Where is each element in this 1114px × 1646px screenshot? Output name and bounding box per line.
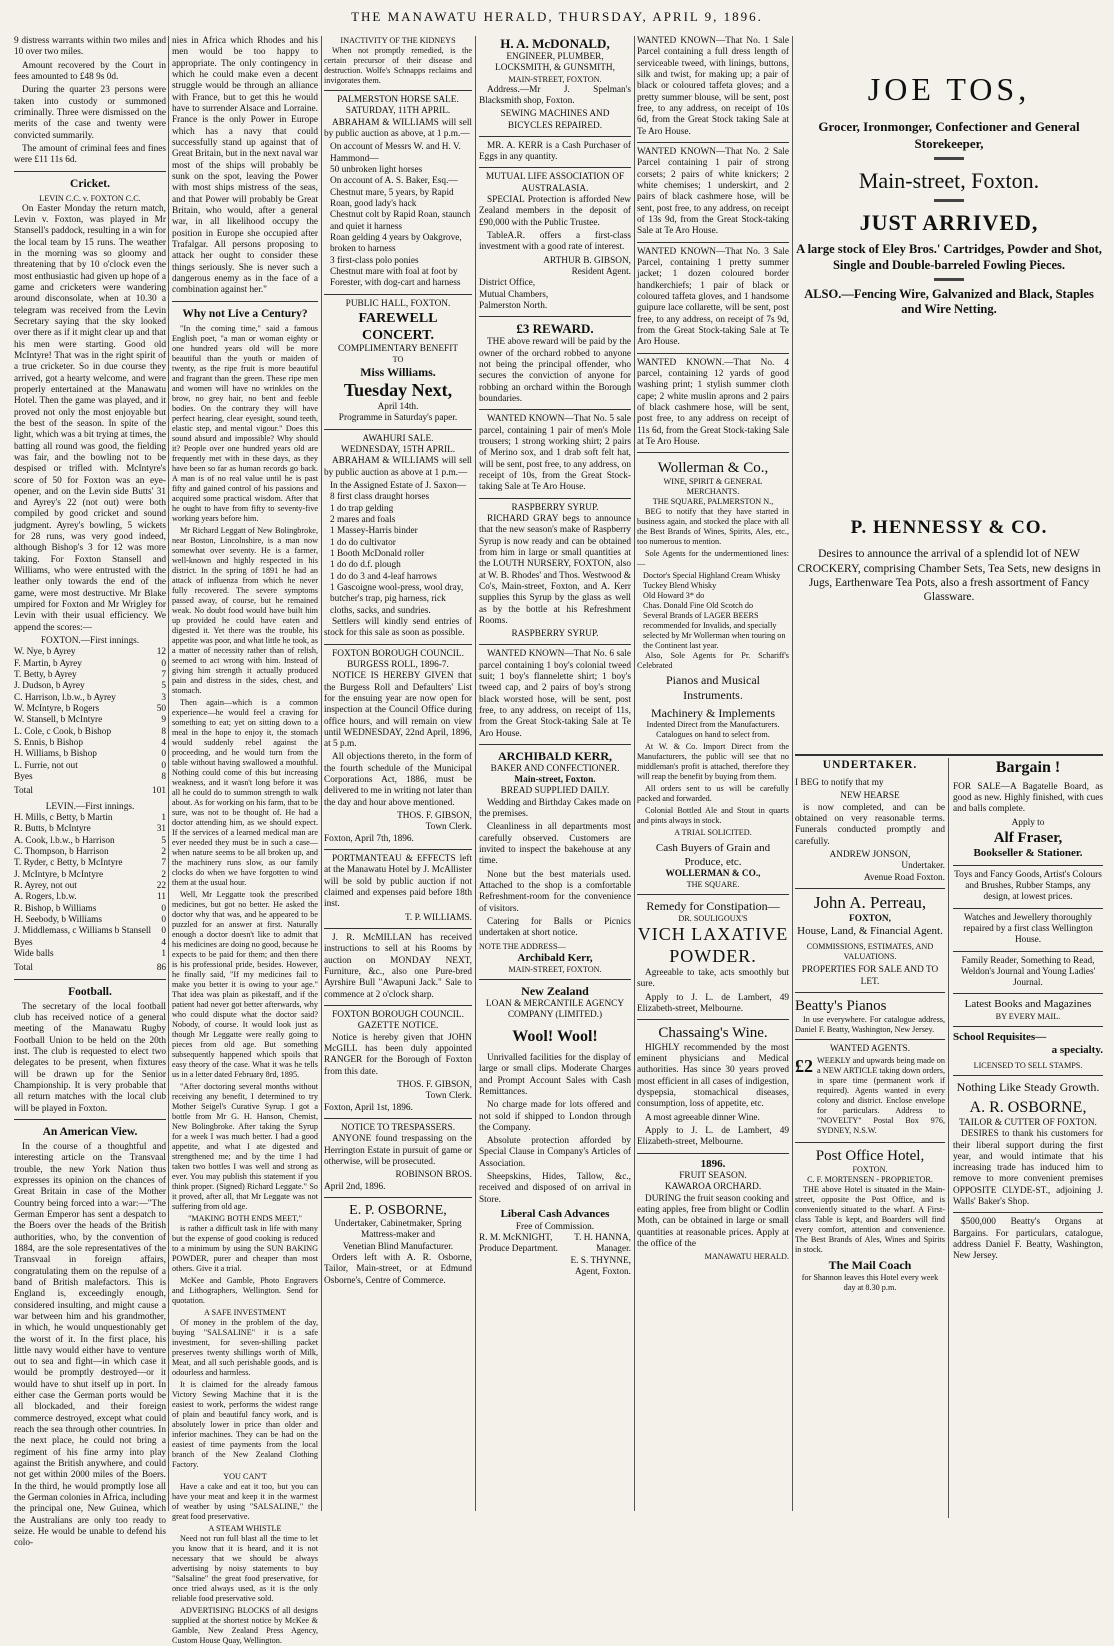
ad-heading: Machinery & Implements bbox=[651, 705, 775, 720]
ad-text: A TRIAL SOLICITED. bbox=[674, 828, 752, 838]
ad-date: Foxton, April 1st, 1896. bbox=[324, 1102, 413, 1113]
ad-headline: VICH LAXATIVE bbox=[637, 924, 789, 945]
ad-text: Sole Agents for the undermentioned lines:— bbox=[637, 549, 789, 569]
ad-text: WANTED KNOWN—That No. 1 Sale Parcel containing a full dress length of serviceable tweed, with linings, buttons, silk and twist, for making up; a pair of black or coloured taffeta gloves; and a pretty summer blouse, will be sent, post free, to any address, on receipt of 10s 6d, from the Great Stock taking Sale at Te Aro House. bbox=[637, 36, 789, 137]
score-row: F. Martin, b Ayrey 0 bbox=[14, 658, 166, 669]
ad-heading: Remedy for Constipation— bbox=[646, 899, 780, 914]
ad-name: E. P. OSBORNE, bbox=[349, 1202, 447, 1218]
ad-text: Notice is hereby given that JOHN McGILL has been duly appointed RANGER for the Borough of Foxton from this date. bbox=[324, 1032, 472, 1077]
ad-text: ANYONE found trespassing on the Herrington Estate in pursuit of game or otherwise, will be prosecuted. bbox=[324, 1134, 472, 1167]
ad-text: No charge made for lots offered and not sold if shipped to London through the Company. bbox=[479, 1100, 631, 1133]
signature: MANAWATU HERALD. bbox=[704, 1252, 789, 1262]
section-heading: Why not Live a Century? bbox=[182, 307, 308, 320]
section-heading: An American View. bbox=[42, 1125, 138, 1138]
signature: T. P. WILLIAMS. bbox=[404, 912, 472, 923]
ad-date-big: Tuesday Next, bbox=[343, 380, 453, 401]
article-text: 9 distress warrants within two miles and 10 over two miles. bbox=[14, 36, 166, 58]
ad-text: is rather a difficult task in life with many but the expense of good cooking is reduced to a minimum by using the SUN BAKING POWDER, purer and cheaper than most others. Give it a trial. bbox=[172, 1223, 318, 1273]
ad-headline: JUST ARRIVED, bbox=[859, 209, 1039, 235]
ad-heading: WANTED AGENTS. bbox=[829, 1044, 911, 1055]
column-rule bbox=[792, 36, 793, 1511]
ad-text: Settlers will kindly send entries of stock for this sale as soon as possible. bbox=[324, 616, 472, 639]
signature-title: Town Clerk. bbox=[425, 1091, 472, 1102]
ad-text: FOXTON. bbox=[852, 1165, 888, 1175]
ad-text: TableA.R. offers a first-class investment with a good rate of interest. bbox=[479, 231, 631, 253]
ad-name: John A. Perreau, bbox=[813, 892, 927, 912]
hennessy-ad bbox=[795, 516, 1103, 666]
ad-text: Toys and Fancy Goods, Artist's Colours and Brushes, Rubber Stamps, any design, at lowest prices. bbox=[954, 869, 1102, 903]
list-item: Doctor's Special Highland Cream Whisky bbox=[643, 571, 781, 581]
section-heading: Football. bbox=[68, 985, 112, 998]
signature: THOS. F. GIBSON, bbox=[397, 811, 472, 822]
score-row: T. Betty, b Ayrey 7 bbox=[14, 670, 166, 681]
ad-heading: INACTIVITY OF THE KIDNEYS bbox=[340, 36, 456, 45]
ad-text: Programme in Saturday's paper. bbox=[338, 413, 458, 424]
ad-headline: Bargain ! bbox=[995, 759, 1061, 776]
ad-heading: SEWING MACHINES AND BICYCLES REPAIRED. bbox=[500, 109, 610, 131]
article-text: The secretary of the local football club has received notice of a general meeting of the Manawatu Rugby Football Union to be held on the 20th inst. The club is requested to elect two delegates to be present, when fixtures will be drawn up for the Senior Championship. It is very probable that all return matches with the local club will be played in Foxton. bbox=[14, 1001, 166, 1114]
list-item: 8 first class draught horses bbox=[330, 492, 430, 503]
ad-heading: a specialty. bbox=[1051, 1044, 1103, 1057]
ad-text: MR. A. KERR is a Cash Purchaser of Eggs in any quantity. bbox=[479, 140, 631, 163]
ad-text: ENGINEER, PLUMBER, LOCKSMITH, & GUNSMITH, bbox=[495, 51, 615, 74]
ad-text: WEEKLY and upwards being made on a NEW ARTICLE taking down orders, in spare time (permanent work if required). Agents wanted in every colony and district. Enclose envelope for particulars. Address to "NOVELTY" Postal Box 976, SYDNEY, N.S.W. bbox=[817, 1055, 945, 1135]
ad-text: All orders sent to us will be carefully packed and forwarded. bbox=[637, 784, 789, 804]
article-text: nies in Africa which Rhodes and his men would be too happy to appropriate. The only contingency in which he could make even a decent struggle would be through an alliance with France, but to get this he would have to surrender Alsace and Lorraine. France is the only Power in Europe which has a navy that could successfully stand up against that of Great Britain, but in the next naval war most of the ships will probably be sunk on the spot, leaving the Power with most ships mistress of the seas, and that Power will probably be Great Britain, who would, after a general war, in all likelihood occupy the position in Europe she occupied after Trafalgar. All persons proposing to attack her ought to consider these things seriously. She is never such a dangerous enemy as in the face of a combination against her." bbox=[172, 36, 318, 296]
column-rule bbox=[475, 36, 476, 1511]
score-row: Byes 4 bbox=[14, 937, 166, 948]
ad-heading: NOTICE TO TRESPASSERS. bbox=[340, 1123, 456, 1133]
ad-text: COMPLIMENTARY BENEFIT bbox=[337, 344, 459, 355]
column-5 bbox=[637, 36, 789, 1511]
ad-text: SPECIAL Protection is afforded New Zealand members in the deposit of £90,000 with the Public Trustee. bbox=[479, 195, 631, 228]
ad-text: DR. SOULIGOUX'S bbox=[678, 914, 748, 924]
ad-text: Address.—Mr J. Spelman's Blacksmith shop, Foxton. bbox=[479, 84, 631, 106]
ad-heading: A SAFE INVESTMENT bbox=[204, 1307, 286, 1317]
ad-text: ABRAHAM & WILLIAMS will sell by public auction as above, at 1 p.m.— bbox=[324, 117, 472, 139]
column-rule bbox=[168, 36, 169, 1511]
ad-subheading: GAZETTE NOTICE. bbox=[357, 1021, 439, 1032]
column-3 bbox=[324, 36, 472, 1511]
score-row: R. Bishop, b Williams 0 bbox=[14, 903, 166, 914]
sale-list bbox=[324, 142, 472, 289]
ad-heading: "MAKING BOTH ENDS MEET," bbox=[188, 1213, 302, 1223]
ad-text: BY EVERY MAIL. bbox=[995, 1011, 1061, 1021]
score-row: R. Ayrey, not out 22 bbox=[14, 880, 166, 891]
signature-title: Town Clerk. bbox=[425, 822, 472, 833]
score-row: A. Rogers, l.b.w. 11 bbox=[14, 892, 166, 903]
ad-heading: UNDERTAKER. bbox=[822, 759, 918, 771]
list-item: 1 do do 3 and 4-leaf harrows bbox=[330, 571, 437, 582]
list-item: 1 do do cultivator bbox=[330, 537, 396, 548]
signature: ROBINSON BROS. bbox=[395, 1170, 472, 1181]
ad-name: Miss Williams. bbox=[360, 365, 436, 380]
list-item: 2 mares and foals bbox=[330, 514, 396, 525]
ad-text: At W. & Co. Import Direct from the Manufacturers, the public will see that no middleman's profit is attached, therefore they will reap the benefit by buying from them. bbox=[637, 742, 789, 782]
ad-text: TAILOR & CUTTER OF FOXTON. bbox=[959, 1117, 1097, 1128]
ad-text: Family Reader, Something to Read, Weldon's Journal and Young Ladies' Journal. bbox=[960, 955, 1096, 989]
ad-text: ALSO.—Fencing Wire, Galvanized and Black, Staples and Wire Netting. bbox=[804, 286, 1094, 317]
list-item: 1 Booth McDonald roller bbox=[330, 548, 425, 559]
list-item: Chestnut mare with foal at foot by Forester, with dog-cart and harness bbox=[330, 266, 461, 289]
score-total: Total 101 bbox=[14, 786, 166, 797]
score-row: H. Mills, c Betty, b Martin 1 bbox=[14, 813, 166, 824]
ad-name: H. A. McDONALD, bbox=[500, 36, 610, 51]
list-item: On account of A. S. Baker, Esq.— bbox=[330, 176, 458, 187]
list-item: 3 first-class polo ponies bbox=[330, 255, 419, 266]
ad-heading: Nothing Like Steady Growth. bbox=[956, 1079, 1100, 1094]
ad-text: THE above reward will be paid by the owner of the orchard robbed to anyone not being the principal offender, who secures the conviction of anyone for robbing an orchard within the Borough boundaries. bbox=[479, 337, 631, 404]
article-text: Amount recovered by the Court in fees amounted to £48 9s 0d. bbox=[14, 60, 166, 82]
ad-date: Foxton, April 7th, 1896. bbox=[324, 833, 414, 844]
ad-name: WOLLERMAN & CO., bbox=[665, 869, 761, 880]
joe-tos-ad bbox=[795, 36, 1103, 376]
signature: ANDREW JONSON, bbox=[829, 849, 911, 860]
ad-heading: AWAHURI SALE. bbox=[362, 433, 434, 444]
ad-text: THE SQUARE, PALMERSTON N., bbox=[652, 497, 774, 507]
score-row: J. McIntyre, b McIntyre 2 bbox=[14, 869, 166, 880]
ad-text: McKee and Gamble, Photo Engravers and Lithographers, Wellington. Send for quotation. bbox=[172, 1275, 318, 1305]
ad-text: Watches and Jewellery thoroughly repaired by a first class Wellington House. bbox=[963, 912, 1093, 946]
ad-heading: MUTUAL LIFE ASSOCIATION OF AUSTRALASIA. bbox=[485, 172, 625, 194]
ad-text: In the Assigned Estate of J. Saxon— bbox=[329, 480, 467, 491]
signature-title: Resident Agent. bbox=[571, 267, 631, 278]
list-item: Several Brands of LAGER BEERS recommended for Invalids, and specially selected by Mr Wollerman when touring on the Continent last year. bbox=[643, 611, 786, 651]
ad-heading: YOU CAN'T bbox=[223, 1471, 267, 1481]
list-item: Chestnut colt by Rapid Roan, staunch and quiet it harness bbox=[330, 210, 471, 232]
sale-list bbox=[324, 492, 472, 617]
ad-text: Apply to bbox=[1011, 817, 1045, 828]
column-rule bbox=[321, 36, 322, 1511]
ad-text: Orders left with A. R. Osborne, Tailor, Main-street, or at Edmund Osborne's, Centre of Commerce. bbox=[324, 1253, 472, 1286]
article-text: During the quarter 23 persons were taken into custody or summoned criminally. Three were dismissed on the merits of the case and twenty were convicted summarily. bbox=[14, 85, 166, 141]
ad-text: Free of Commission. bbox=[515, 1221, 595, 1232]
score-row: H. Seebody, b Williams 0 bbox=[14, 914, 166, 925]
list-item: 50 unbroken light horses bbox=[330, 164, 423, 175]
ad-name: Beatty's Pianos bbox=[795, 998, 887, 1015]
ad-text: Have a cake and eat it too, but you can have your meat and keep it in the warmest of weather by using "SALSALINE," the great food preservative. bbox=[172, 1481, 318, 1521]
ad-text: DURING the fruit season cooking and eating apples, free from blight or Codlin Moth, can be obtained in large or small quantities at reasonable prices. Apply at the office of the bbox=[637, 1193, 789, 1249]
ad-heading: PUBLIC HALL, FOXTON. bbox=[345, 298, 451, 309]
ad-text: BAKER AND CONFECTIONER. bbox=[490, 763, 620, 774]
ad-text: FOR SALE—A Bagatelle Board, as good as new. Highly finished, with cues and balls complete. bbox=[953, 781, 1103, 815]
list-item: 1 Gascoigne wool-press, wool dray, butcher's trap, pig harness, rick cloths, sacks, and sundries. bbox=[330, 582, 464, 616]
column-1 bbox=[14, 36, 166, 1549]
masthead: THE MANAWATU HERALD, THURSDAY, APRIL 9, 1896. bbox=[351, 9, 763, 24]
ad-text: is now completed, and can be obtained on very reasonable terms. Funerals conducted promptly and carefully. bbox=[795, 802, 945, 847]
list-item: 1 do do d.f. plough bbox=[330, 560, 401, 571]
column-2 bbox=[172, 36, 318, 1645]
ad-text: Indented Direct from the Manufacturers. Catalogues on hand to select from. bbox=[646, 720, 780, 740]
ad-heading: FOXTON BOROUGH COUNCIL. bbox=[332, 648, 464, 659]
ad-text: Venetian Blind Manufacturer. bbox=[342, 1241, 454, 1252]
signature: THOS. F. GIBSON, bbox=[397, 1080, 472, 1091]
ad-name: ARCHIBALD KERR, bbox=[497, 749, 612, 764]
list-item: 1 do trap gelding bbox=[330, 503, 394, 514]
ad-text: RICHARD GRAY begs to announce that the new season's make of Raspberry Syrup is now ready and can be obtained from him in large or small quantities at the LOUTH NURSERY, FOXTON, also at W. B. Rhodes' and Thos. Westwood & Co's, Main-street, Foxton, and A. Kerr supplies this Syrup by the glass as well as by the bottle at his Refreshment Rooms. bbox=[479, 513, 631, 626]
ad-text: Apply to J. L. de Lambert, 49 Elizabeth-street, Melbourne. bbox=[637, 992, 789, 1014]
ad-text: Palmerston North. bbox=[479, 301, 548, 312]
article-text: The amount of criminal fees and fines were £11 11s 6d. bbox=[14, 143, 166, 166]
ad-text: WANTED KNOWN—That No. 3 Sale Parcel, containing 1 pretty summer jacket; 1 dozen coloured border handkerchiefs; 1 pair of black or coloured taffeta gloves, and 1 handsome guipure lace collarette, will be sent, post free, to any address, on receipt of 7s 9d, from the Great Stock-taking Sale at Te Aro House. bbox=[637, 246, 789, 348]
ad-text: KAWAROA ORCHARD. bbox=[664, 1182, 762, 1193]
ad-text: Wedding and Birthday Cakes made on the premises. bbox=[479, 797, 631, 820]
ad-text: MAIN-STREET, FOXTON. bbox=[508, 74, 602, 84]
ad-text: None but the best materials used. Attached to the shop is a comfortable Refreshment-room for the convenience of visitors. bbox=[479, 869, 631, 914]
score-row: H. Williams, b Bishop 0 bbox=[14, 749, 166, 760]
ad-text: All objections thereto, in the form of the fourth schedule of the Municipal Corporations Act, 1886, must be delivered to me in writing not later than the day and hour above mentioned. bbox=[324, 752, 472, 808]
score-row: W. Nye, b Ayrey 12 bbox=[14, 647, 166, 658]
ad-heading: PALMERSTON HORSE SALE. bbox=[337, 95, 459, 105]
list-item: 1 Massey-Harris binder bbox=[330, 526, 418, 537]
column-6 bbox=[795, 36, 1103, 1511]
ad-text: WANTED KNOWN—That No. 5 sale parcel, containing 1 pair of men's Mole trousers; 1 strong working shirt; 2 pairs of Merino sox, and 1 drab soft felt hat, will be sent, post free, to any address, on receipt of 10s, from the Great Stock-taking Sale at Te Aro House. bbox=[479, 414, 631, 493]
ad-text: C. F. MORTENSEN - PROPRIETOR. bbox=[807, 1175, 933, 1185]
signatures: Produce Department. Manager. bbox=[479, 1244, 631, 1255]
ad-text: COMMISSIONS, ESTIMATES, AND VALUATIONS. bbox=[806, 942, 934, 962]
ad-text: Absolute protection afforded by Special Clause in Company's Articles of Association. bbox=[479, 1136, 631, 1169]
article-text: "After doctoring several months without receiving any benefit, I determined to try Mother Seigel's Curative Syrup. I got a bottle from Mr G. H. Hanson, Chemist, New Bolingbroke. After taking the Syrup for a week I was much better. I had a good appetite, and what I ate digested and strengthened me; and by the time I had taken two bottles I was well and strong as ever. You may publish this statement if you think proper. (Signed) Richard Leggate." So it proved, after all, that Mr Leggate was not suffering from old age. bbox=[172, 1081, 318, 1211]
scorecard-foxton bbox=[14, 647, 166, 783]
ad-text: BREAD SUPPLIED DAILY. bbox=[500, 786, 610, 797]
ad-text: WANTED KNOWN—That No. 2 Sale Parcel containing 1 pair of strong corsets; 2 pairs of white knickers; 2 white chemises; 1 underskirt, and 2 pairs of black cashmere hose, will be sent, post free, to any address, on receipt of 13s 9d, from the Great Stock-taking Sale at Te Aro House. bbox=[637, 146, 789, 237]
ad-headline: Chassaing's Wine. bbox=[658, 1025, 768, 1042]
ad-text: A large stock of Eley Bros.' Cartridges, Powder and Shot, Single and Double-barreled Fowling Pieces. bbox=[796, 242, 1102, 273]
score-row: T. Ryder, c Betty, b McIntyre 7 bbox=[14, 858, 166, 869]
ad-date: April 2nd, 1896. bbox=[324, 1181, 386, 1192]
ad-heading: Pianos and Musical Instruments. bbox=[666, 673, 760, 703]
ad-text: Need not run full blast all the time to let you know that it is heard, and it is not necessary that we should be always advertising by noisy statements to buy "Salsaline" the great food preservative, for once tried always used, as it is the only reliable food preservative sold. bbox=[172, 1533, 318, 1603]
list-item: On account of Messrs W. and H. V. Hammond— bbox=[330, 142, 461, 164]
ad-text: Sheepskins, Hides, Tallow, &c., received and disposed of on arrival in Store. bbox=[479, 1172, 631, 1205]
ad-text: Main-street, Foxton. bbox=[514, 775, 596, 786]
ad-heading: Latest Books and Magazines bbox=[964, 998, 1092, 1011]
ad-name: Alf Fraser, bbox=[993, 829, 1063, 846]
ad-name: New Zealand bbox=[521, 984, 589, 999]
signature: ARTHUR B. GIBSON, bbox=[543, 255, 631, 266]
agents-row bbox=[795, 1056, 945, 1138]
article-text: In the course of a thoughtful and interesting article on the Transvaal trouble, the new York Nation thus expresses its opinion on the chances of Great Britain in case of the Mother Country being forced into a war:—"The German Emperor has sent a despatch to the Boers over the heads of the British authorities, who, by the convention of 1884, are the sole representatives of the Transvaal in foreign affairs, congratulating them on the repulse of a band of British malefactors. This is England is, exceedingly enough, considered insulting, and might cause a war between him and his grandmother, in which, he would unquestionably get the worst of it. In the first place, his little navy would either have to venture out to sea and fight—in which case it would be promptly destroyed—or it would have to shut itself up in port. In either case the German ports would be all blockaded, and their foreign commerce destroyed, except what could reach the sea through other countries. In the next place, he could not bring a regiment of his fine army into play against the British anywhere, and could not get within 2000 miles of the Boers. In the third, he would promptly lose all the German colonies in Africa, including the principal one, New Guinea, which the Australians are only too ready to seize. He would be unable to defend his colo- bbox=[14, 1141, 166, 1549]
score-row: C. Thompson, b Harrison 2 bbox=[14, 847, 166, 857]
ad-text: Colonial Bottled Ale and Stout in quarts and pints always in stock. bbox=[637, 806, 789, 826]
ad-text: THE above Hotel is situated in the Main-street, opposite the Post Office, and is conveniently situated to the wharf. A First-class Table is kept, and Boarders will find every comfort, attention and convenience. The Best Brands of Ales, Wines and Spirits in stock. bbox=[795, 1185, 945, 1255]
section-heading: Cricket. bbox=[70, 177, 110, 190]
ad-text: BEG to notify that they have started in business again, and stocked the place with all the Best Brands of Wines, Spirits, Ales, etc., too numerous to mention. bbox=[637, 507, 789, 547]
ad-date: WEDNESDAY, 15TH APRIL. bbox=[340, 444, 456, 455]
ad-text: HIGHLY recommended by the most eminent physicians and Medical authorities. Has since 30 years proved most efficient in all cases of indigestion, dyspepsia, stomachical diseases, consumption, loss of appetite, etc. bbox=[637, 1042, 789, 1110]
ad-text: District Office, bbox=[479, 278, 536, 289]
ad-text: NOTICE IS HEREBY GIVEN that the Burgess Roll and Defaulters' List for the ensuing year are now open for inspection at the Council Office during office hours, and will remain on view until WEDNESDAY, 22nd April, 1896, at 5 p.m. bbox=[324, 671, 472, 750]
ad-name: Post Office Hotel, bbox=[815, 1147, 925, 1164]
ad-amount: £2 bbox=[795, 1055, 813, 1076]
ad-text: House, Land, & Financial Agent. bbox=[797, 925, 943, 938]
ad-name: P. HENNESSY & CO. bbox=[850, 517, 1048, 538]
ad-text: In use everywhere. For catalogue address, Daniel F. Beatty, Washington, New Jersey. bbox=[795, 1015, 945, 1035]
list-item: Chestnut mare, 5 years, by Rapid Roan, good lady's hack bbox=[330, 187, 454, 209]
ad-text: LOAN & MERCANTILE AGENCY COMPANY (LIMITED.) bbox=[485, 998, 625, 1021]
ad-heading: 1896. bbox=[700, 1157, 726, 1170]
ad-headline: POWDER. bbox=[669, 946, 757, 967]
ad-text: A most agreeable dinner Wine. bbox=[645, 1112, 760, 1123]
ad-text: NEW HEARSE bbox=[840, 791, 900, 802]
ad-address: Main-street, Foxton. bbox=[858, 167, 1040, 193]
ad-text: FRUIT SEASON. bbox=[679, 1170, 747, 1181]
ad-text: Desires to announce the arrival of a splendid lot of NEW CROCKERY, comprising Chamber Sets, Tea Sets, new designs in Jugs, Earthenware Tea Pots, also a fresh assortment of Fancy Glassware. bbox=[797, 548, 1101, 604]
left-ads bbox=[795, 758, 945, 1295]
signature: E. S. THYNNE, bbox=[570, 1255, 631, 1266]
score-heading: FOXTON.—First innings. bbox=[40, 636, 140, 647]
ad-text: Mutual Chambers, bbox=[479, 289, 549, 300]
signatures: R. M. McKNIGHT, T. H. HANNA, bbox=[479, 1232, 631, 1243]
right-ads bbox=[953, 758, 1103, 1265]
ad-text: THE SQUARE. bbox=[686, 880, 740, 890]
ad-text: Undertaker, Cabinetmaker, Spring bbox=[334, 1219, 462, 1230]
score-row: Wide balls 1 bbox=[14, 948, 166, 959]
ad-heading: RASPBERRY SYRUP. bbox=[511, 629, 599, 640]
ad-text: Also, Sole Agents for Pr. Schariff's Celebrated bbox=[637, 651, 789, 671]
ad-heading: A STEAM WHISTLE bbox=[208, 1523, 282, 1533]
score-row: L. Cole, c Cook, b Bishop 8 bbox=[14, 726, 166, 737]
ad-heading: £3 REWARD. bbox=[516, 321, 594, 337]
ad-text: TO bbox=[392, 355, 404, 365]
ad-text: $500,000 Beatty's Organs at Bargains. For particulars, catalogue, address Daniel F. Beatty, Washington, New Jersey. bbox=[953, 1217, 1103, 1262]
article-text: Well, Mr Leggatte took the prescribed medicines, but got no better. He asked the doctor why that was, and he appeared to be puzzled for an answer at first. Naturally enough a doctor doesn't like to admit that his medicines are doing no good, because he expects to be paid for them; and then there is his professional pride, besides. However, he finally said, "If my medicines fail to make you better it is owing to your age." That idea was plain as pikestaff, and if the patient had never got better afterwards, why who could dispute what the doctor said? Nobody, of course. It would look just as though Mr Leggatte were really going to pieces from old age. But something subsequently happened which spoils that easy theory of the case. What it was he tells us in a letter dated February 8rd, 1895. bbox=[172, 889, 318, 1079]
ad-text: ADVERTISING BLOCKS of all designs supplied at the shortest notice by McKee & Gamble, New Zealand Press Agency, Custom House Quay, Wellington. bbox=[172, 1605, 318, 1645]
ad-heading: Cash Buyers of Grain and Produce, etc. bbox=[655, 842, 771, 868]
article-text: "In the coming time," said a famous English poet, "a man or woman eighty or one hundred years old will be more beautiful than the youth or maiden of twenty, as the ripe fruit is more beautiful and fragrant than the green. These ripe men and women will have no wrinkles on the brow, no grey hair, no bent and feeble bodies. On the contrary they will have perfect hearing, clear eyesight, sound teeth, elastic step, and mental vigour." Does this sound absurd and impossible? Why should it? People over one hundred years old are frequently met with in these days, as they have been so far as human records go back. A man is of no real value until he is past fifty and gained control of his passions and acquired some practical wisdom. After that he ought to have from fifty to seventy-five working years before him. bbox=[172, 323, 318, 523]
ad-name: Wollerman & Co., bbox=[657, 460, 769, 477]
subheading: LEVIN C.C. v. FOXTON C.C. bbox=[39, 193, 141, 203]
ad-text: MAIN-STREET, FOXTON. bbox=[508, 965, 602, 975]
ad-text: Catering for Balls or Picnics undertaken at short notice. bbox=[479, 917, 631, 939]
signature-title: Undertaker. bbox=[901, 861, 945, 872]
ad-address: Avenue Road Foxton. bbox=[863, 872, 945, 883]
ad-heading: The Mail Coach bbox=[828, 1258, 912, 1273]
ad-name: JOE TOS, bbox=[867, 71, 1031, 107]
ad-text: It is claimed for the already famous Victory Sewing Machine that it is the easiest to work, performs the widest range of plain and beautiful fancy work, and is absolutely lower in price than older and inferior machines. They can be had on the easiest of time payments from the local branch of the New Zealand Clothing Factory. bbox=[172, 1379, 318, 1469]
score-row: J. Dudson, b Ayrey 5 bbox=[14, 681, 166, 692]
score-row: R. Butts, b McIntyre 31 bbox=[14, 824, 166, 835]
score-row: Byes 8 bbox=[14, 772, 166, 783]
ad-text: WANTED KNOWN—That No. 6 sale parcel containing 1 boy's colonial tweed suit; 1 boy's flannelette shirt; 1 boy's tweed cap, and 2 pairs of boy's strong black worsted hose, will be sent, post free, to any address, on receipt of 11s, from the Great Stock-taking Sale at Te Aro House. bbox=[479, 649, 631, 739]
score-row: S. Ennis, b Bishop 4 bbox=[14, 738, 166, 749]
ad-text: April 14th. bbox=[377, 401, 419, 412]
ad-heading: School Requisites— bbox=[953, 1030, 1047, 1043]
ad-text: Unrivalled facilities for the display of large or small clips. Moderate Charges and Prompt Account Sales with Cash Remittances. bbox=[479, 1052, 631, 1097]
ad-heading: Liberal Cash Advances bbox=[500, 1208, 610, 1221]
ad-text: WANTED KNOWN.—That No. 4 parcel, containing 12 yards of good washing print; 1 stylish summer cloth cape; 2 white muslin aprons and 2 pairs of black cashmere hose, will be sent, post free, to any address on receipt of 11s 6d, from the Great Stock-taking Sale at Te Aro House. bbox=[637, 357, 789, 447]
article-text: Mr Richard Leggatt of New Bolingbroke, near Boston, Lincolnshire, is a man now somewhat over seventy. He is a farmer, well-known and highly respected in his district. In the spring of 1891 he had an attack of influenza from which he never fully recovered. The severe symptoms passed away, of course, but he remained weak. No doubt food would have built him up provided he could have eaten and digested it. Yet there was the trouble, his appetite was poor, and what little he took, as a matter of necessity rather than of relish, seemed to act wrong with him. Instead of giving him strength it actually produced pain and distress in the sides, chest, and stomach. bbox=[172, 525, 318, 695]
ad-text: DESIRES to thank his customers for their liberal support during the first year, and would intimate that his increasing trade has induced him to remove to more convenient premises OPPOSITE CLYDE-ST., adjoining J. Walls' Baker's Shop. bbox=[953, 1129, 1103, 1208]
ad-text: FOXTON, bbox=[849, 913, 891, 924]
ad-text: NOTE THE ADDRESS— bbox=[479, 941, 566, 951]
ad-text: PROPERTIES FOR SALE AND TO LET. bbox=[801, 965, 939, 987]
list-item: Tuckey Blend Whisky bbox=[643, 581, 717, 591]
concert-title: FAREWELL CONCERT. bbox=[358, 310, 438, 343]
ad-text: Agreeable to take, acts smoothly but sure. bbox=[637, 968, 789, 990]
ad-text: LICENSED TO SELL STAMPS. bbox=[973, 1060, 1083, 1070]
ad-text: for Shannon leaves this Hotel every week day at 8.30 p.m. bbox=[801, 1272, 939, 1292]
ad-text: PORTMANTEAU & EFFECTS left at the Manawatu Hotel by J. McAllister will be sold by public auction if not claimed and expenses paid before 18th inst. bbox=[324, 854, 472, 910]
ad-text: Of money in the problem of the day, buying "SALSALINE" it is a safe investment, for seven-shilling packet preserves twenty shillings worth of Milk, Meat, and all such perishable goods, and is odourless and harmless. bbox=[172, 1317, 318, 1377]
signature-title: Agent, Foxton. bbox=[574, 1266, 631, 1277]
ad-date: SATURDAY, 11TH APRIL. bbox=[345, 106, 451, 117]
ad-text: Grocer, Ironmonger, Confectioner and General Storekeeper, bbox=[818, 119, 1080, 151]
ad-name: Archibald Kerr, bbox=[517, 951, 593, 964]
score-total: Total 86 bbox=[14, 963, 166, 974]
ad-text: Bookseller & Stationer. bbox=[973, 847, 1083, 860]
product-list bbox=[637, 571, 789, 651]
list-item: Chas. Donald Fine Old Scotch do bbox=[643, 601, 754, 611]
score-row: A. Cook, l.b.w., b Harrison 5 bbox=[14, 835, 166, 846]
score-row: L. Furrie, not out 0 bbox=[14, 760, 166, 771]
ad-text: I BEG to notify that my bbox=[795, 778, 884, 789]
ad-text: ABRAHAM & WILLIAMS will sell by public auction as above at 1 p.m.— bbox=[324, 456, 472, 478]
ad-text: Cleanliness in all departments most carefully observed. Customers are invited to inspect the bakehouse at any time. bbox=[479, 822, 631, 867]
ad-heading: RASPBERRY SYRUP. bbox=[511, 502, 599, 513]
ad-name: A. R. OSBORNE, bbox=[969, 1099, 1087, 1117]
ad-headline: Wool! Wool! bbox=[512, 1028, 598, 1046]
score-row: W. Stansell, b McIntyre 9 bbox=[14, 715, 166, 726]
ad-text: J. R. McMILLAN has received instructions to sell at his Rooms by auction on MONDAY NEXT, Furniture, &c., also one Pure-bred Ayrshire Bull "Awapuni Jack." Sale to commence at 2 o'clock sharp. bbox=[324, 933, 472, 1000]
scorecard-levin bbox=[14, 813, 166, 960]
article-text: On Easter Monday the return match, Levin v. Foxton, was played in Mr Stansell's paddock, resulting in a win for the local team by 15 runs. The weather in the morning was so gloomy and threatening that by 10 o'clock even the most enthusiastic had given up hope of a game and cricketers were wandering around disconsolate, when at 10.30 a telegram was received from the Levin Secretary saying that the sky looked over there as if it might clear up and that his men were starting. Good old McIntyre! That was in the right spirit of a true cricketer. So in due course they arrived, got a hearty welcome, and were properly entertained at the Manawatu Hotel. Then the game was played, and it proved not only the most enjoyable but the best of the season. In spite of the light, which was a bit trying at times, the batting all round was good, the fielding was fair, and the bowling not to be despised or trifled with. McIntyre's score of 50 for Foxton was an eye-opener, and on the Levin side Butts' 31 and Ayrey's 22 (not out) were both compiled by good cricket and sound judgment. Ayrey's bowling, 5 wickets for 28 runs, was very good indeed, although Bishop's 3 for 12 was more taking. For Foxton Stansell and Williams, who were entrusted with the leather only towards the end of the game, were most destructive. Mr Blake umpired for Foxton and Mr Wrigley for Levin with their usual efficiency. We append the scores:— bbox=[14, 203, 166, 633]
list-item: Old Howard 3* do bbox=[643, 591, 705, 601]
score-row: J. Middlemass, c Williams b Stansell 0 bbox=[14, 926, 166, 937]
column-4 bbox=[479, 36, 631, 1511]
ad-text: WINE, SPIRIT & GENERAL MERCHANTS. bbox=[663, 477, 763, 497]
ad-text: Apply to J. L. de Lambert, 49 Elizabeth-street, Melbourne. bbox=[637, 1125, 789, 1148]
column-rule bbox=[634, 36, 635, 1511]
ad-text: When not promptly remedied, is the certain precursor of their disease and destruction. Wolfe's Schnapps reclaims and invigorates them. bbox=[324, 46, 472, 85]
score-heading: LEVIN.—First innings. bbox=[45, 801, 135, 812]
score-row: C. Harrison, l.b.w., b Ayrey 3 bbox=[14, 692, 166, 703]
ad-heading: FOXTON BOROUGH COUNCIL. bbox=[332, 1010, 464, 1021]
score-row: W. McIntyre, b Rogers 50 bbox=[14, 704, 166, 715]
list-item: Roan gelding 4 years by Oakgrove, broken to harness bbox=[330, 232, 462, 255]
ad-text: Mattress-maker and bbox=[360, 1230, 436, 1241]
ad-subheading: BURGESS ROLL, 1896-7. bbox=[347, 659, 449, 670]
article-text: Then again—which is a common experience—he would feel a craving for something to eat; yet on sitting down to a meal in the hope to enjoy it, the stomach would suddenly rebel against the proceeding, and he would turn from the table without having swallowed a mouthful. Nothing could come of this but increasing weakness, and it wasn't long before it was all he could do to summon strength to walk about. As for working on his farm, that to be sure, was not to be thought of. He had a doctor attending him, as we should expect. If the services of a learned medical man are ever needed they must be in such a case—when nature seems to be all broken up, and the machinery runs slow, as our family clocks do when we have forgotten to wind them at the usual hour. bbox=[172, 697, 318, 887]
